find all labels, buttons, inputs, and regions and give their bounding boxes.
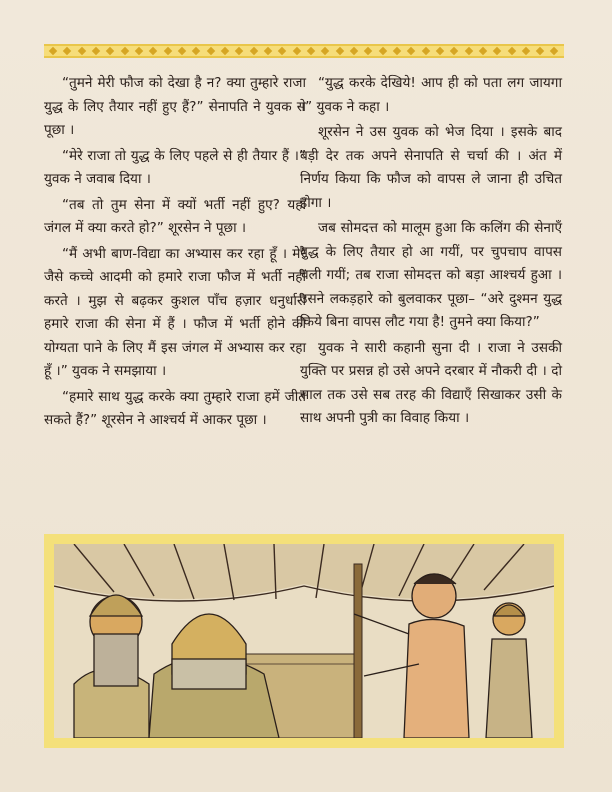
paragraph: “तुमने मेरी फौज को देखा है न? क्या तुम्हारे राजा युद्ध के लिए तैयार नहीं हुए हैं?” सेनापति ने युवक से पूछा । (44, 75, 306, 138)
paragraph: “युद्ध करके देखिये! आप ही को पता लग जायगा ।” युवक ने कहा । (300, 75, 562, 115)
paragraph: “तब तो तुम सेना में क्यों भर्ती नहीं हुए? यहाँ जंगल में क्या करते हो?” शूरसेन ने पूछा । (44, 196, 306, 236)
paragraph: शूरसेन ने उस युवक को भेज दिया । इसके बाद बड़ी देर तक अपने सेनापति से चर्चा की । अंत में निर्णय किया कि फौज को वापस ले जाना ही उचित होगा । (300, 124, 562, 211)
story-illustration (44, 534, 564, 748)
paragraph: “मैं अभी बाण-विद्या का अभ्यास कर रहा हूँ । मेरे जैसे कच्चे आदमी को हमारे राजा फौज में भर्ती नहीं करते । मुझ से बढ़कर कुशल पाँच हज़ार धनुर्धारी हमारे राजा की सेना में हैं । फौज में भर्ती होने की योग्यता पाने के लिए मैं इस जंगल में अभ्यास कर रहा हूँ ।” युवक ने समझाया । (44, 245, 306, 379)
paragraph: “मेरे राजा तो युद्ध के लिए पहले से ही तैयार हैं ।” युवक ने जवाब दिया । (44, 147, 306, 187)
paragraph: जब सोमदत्त को मालूम हुआ कि कलिंग की सेनाएँ युद्ध के लिए तैयार हो आ गयीं, पर चुपचाप वापस चली गयीं; तब राजा सोमदत्त को बड़ा आश्चर्य हुआ । उसने लकड़हारे को बुलवाकर पूछा– “अरे दुश्मन युद्ध किये बिना वापस लौट गया है! तुमने क्या किया?” (300, 220, 562, 330)
illustration-art (54, 544, 554, 738)
paragraph: युवक ने सारी कहानी सुना दी । राजा ने उसकी युक्ति पर प्रसन्न हो उसे अपने दरबार में नौकरी दी । दो साल तक उसे सब तरह की विद्याएँ सिखाकर उसी के साथ अपनी पुत्री का विवाह किया । (300, 339, 562, 426)
right-text-column (300, 72, 562, 433)
left-text-column (44, 72, 306, 435)
decorative-border (44, 44, 564, 58)
paragraph: “हमारे साथ युद्ध करके क्या तुम्हारे राजा हमें जीत सकते हैं?” शूरसेन ने आश्चर्य में आकर पूछा । (44, 388, 306, 428)
